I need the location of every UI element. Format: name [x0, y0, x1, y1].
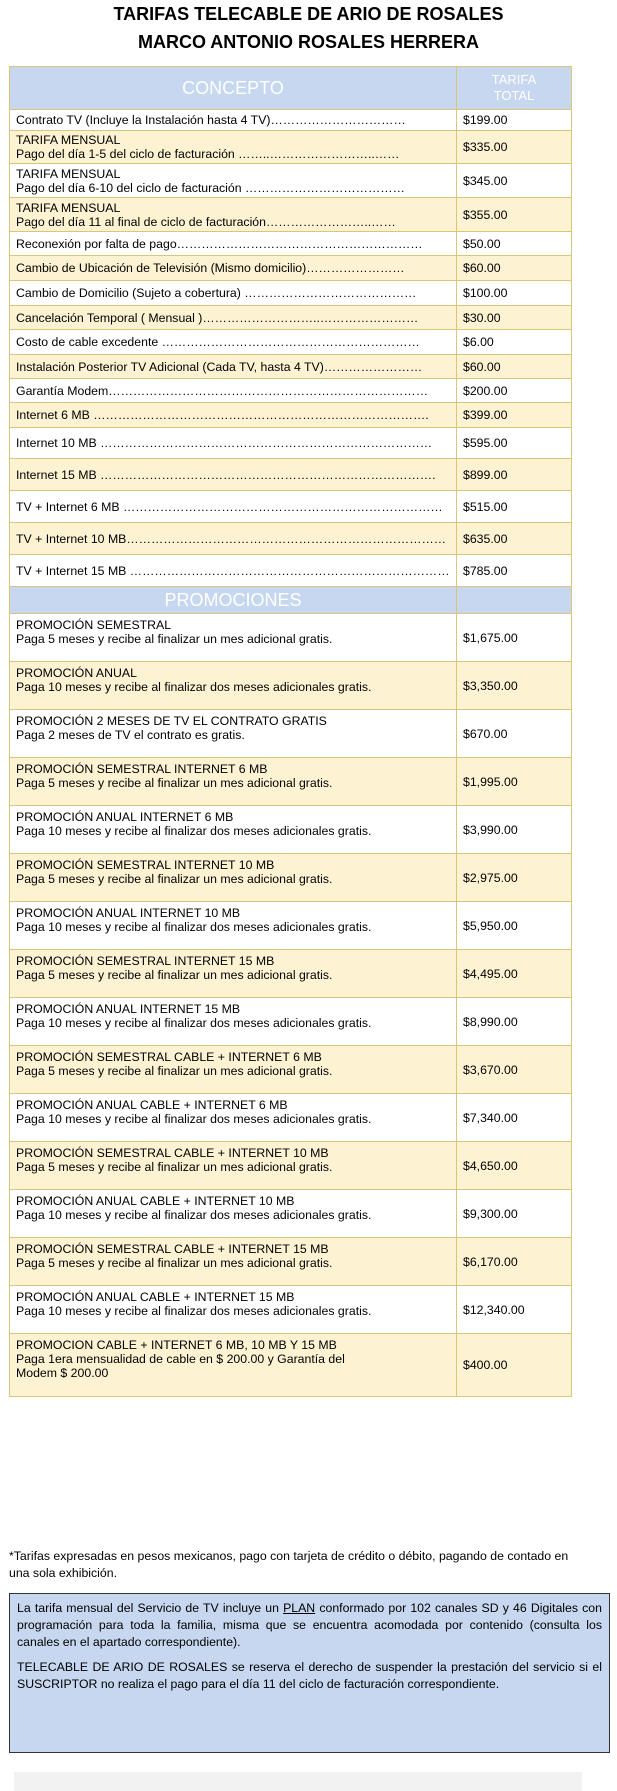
- promotion-price: $6,170.00: [456, 1238, 571, 1285]
- row-price: $60.00: [456, 355, 571, 378]
- row-concept-line1: Cancelación Temporal ( Mensual )………………………..……………………: [16, 310, 419, 325]
- row-concept-line1: TV + Internet 15 MB ……………………………………………………………………: [16, 563, 450, 578]
- table-row: [10, 305, 571, 329]
- row-concept-line1: TV + Internet 10 MB……………………………………………………………………: [16, 531, 447, 546]
- promotion-concept: [10, 614, 456, 661]
- table-row: [10, 109, 571, 130]
- row-price: $30.00: [456, 306, 571, 329]
- promotion-price: $3,670.00: [456, 1046, 571, 1093]
- table-row: [10, 554, 571, 586]
- promotion-price: $3,990.00: [456, 806, 571, 853]
- row-concept: [10, 491, 456, 522]
- promotion-row: [10, 613, 571, 661]
- info-p1-before: La tarifa mensual del Servicio de TV incluye un: [17, 1601, 284, 1615]
- row-concept: [10, 459, 456, 490]
- header-concepto: CONCEPTO: [182, 77, 284, 98]
- row-concept-line2: Pago del día 1-5 del ciclo de facturación ……..……………………..……: [16, 147, 400, 161]
- promotion-l1: PROMOCIÓN ANUAL INTERNET 15 MB: [16, 1002, 241, 1016]
- table-header: [10, 67, 571, 109]
- table-row: [10, 522, 571, 554]
- promotion-concept: [10, 1094, 456, 1141]
- row-price: $6.00: [456, 330, 571, 354]
- promotion-l1: PROMOCIÓN SEMESTRAL INTERNET 15 MB: [16, 954, 275, 968]
- rates-table: [9, 66, 572, 1397]
- row-concept: [10, 131, 456, 163]
- rate-rows: [10, 109, 571, 586]
- row-concept-line1: Internet 6 MB ……………………………………………………………………….: [16, 408, 429, 422]
- promotion-row: [10, 1237, 571, 1285]
- row-concept: [10, 428, 456, 458]
- promotion-l1: PROMOCIÓN ANUAL CABLE + INTERNET 6 MB: [16, 1098, 288, 1112]
- promotion-l2: Paga 2 meses de TV el contrato es gratis.: [16, 728, 245, 742]
- table-row: [10, 163, 571, 197]
- row-price: $345.00: [456, 164, 571, 197]
- promotion-row: [10, 1333, 571, 1396]
- promotion-l2: Paga 10 meses y recibe al finalizar dos meses adicionales gratis.: [16, 1016, 372, 1030]
- promotion-row: [10, 661, 571, 709]
- promotion-l1: PROMOCIÓN ANUAL CABLE + INTERNET 10 MB: [16, 1194, 295, 1208]
- promotion-concept: [10, 1238, 456, 1285]
- row-price: $335.00: [456, 131, 571, 163]
- promotion-l2: Paga 10 meses y recibe al finalizar dos meses adicionales gratis.: [16, 1208, 372, 1222]
- promotion-l2: Paga 10 meses y recibe al finalizar dos meses adicionales gratis.: [16, 1112, 372, 1126]
- header-tarifa-line1: TARIFA: [491, 72, 537, 87]
- promotion-concept: [10, 950, 456, 997]
- row-concept: [10, 555, 456, 586]
- header-tarifa: [456, 67, 571, 109]
- promotions-title: PROMOCIONES: [164, 589, 302, 610]
- promotion-l2: Paga 10 meses y recibe al finalizar dos meses adicionales gratis.: [16, 824, 372, 838]
- promotion-l1: PROMOCION CABLE + INTERNET 6 MB, 10 MB Y 15 MB: [16, 1338, 337, 1352]
- promotion-l1: PROMOCIÓN SEMESTRAL: [16, 618, 172, 632]
- promotion-row: [10, 757, 571, 805]
- promotion-row: [10, 709, 571, 757]
- promotion-concept: [10, 662, 456, 709]
- row-concept-line1: Cambio de Ubicación de Televisión (Mismo domicilio)……………………: [16, 261, 405, 275]
- info-box: [9, 1593, 610, 1753]
- promotion-l1: PROMOCIÓN SEMESTRAL CABLE + INTERNET 10 MB: [16, 1146, 329, 1160]
- promotion-l2: Paga 5 meses y recibe al finalizar un mes adicional gratis.: [16, 872, 333, 886]
- table-row: [10, 378, 571, 402]
- promotion-l2: Paga 10 meses y recibe al finalizar dos meses adicionales gratis.: [16, 1304, 372, 1318]
- promotion-l1: PROMOCIÓN SEMESTRAL INTERNET 10 MB: [16, 858, 275, 872]
- table-row: [10, 402, 571, 427]
- row-concept: [10, 403, 456, 427]
- row-price: $200.00: [456, 379, 571, 402]
- table-row: [10, 280, 571, 305]
- promotion-rows: [10, 613, 571, 1396]
- promotion-concept: [10, 1142, 456, 1189]
- row-concept: [10, 379, 456, 402]
- promotion-row: [10, 1285, 571, 1333]
- bottom-band: [14, 1772, 582, 1791]
- table-row: [10, 490, 571, 522]
- row-price: $355.00: [456, 198, 571, 231]
- row-concept-line1: Costo de cable excedente ………………………………………………………: [16, 335, 420, 349]
- promotion-price: $5,950.00: [456, 902, 571, 949]
- footnote: *Tarifas expresadas en pesos mexicanos, pago con tarjeta de crédito o débito, pagando de contado en una sola exhibición.: [9, 1549, 569, 1580]
- promotion-l2: Paga 5 meses y recibe al finalizar un mes adicional gratis.: [16, 632, 333, 646]
- promotion-l1: PROMOCIÓN ANUAL INTERNET 10 MB: [16, 906, 241, 920]
- promotions-header: [10, 586, 571, 613]
- promotion-concept: [10, 998, 456, 1045]
- row-concept-line1: TARIFA MENSUAL: [16, 133, 121, 147]
- promotion-row: [10, 901, 571, 949]
- table-row: [10, 197, 571, 231]
- row-concept-line1: Garantía Modem……………………………………………………………………: [16, 383, 428, 398]
- table-row: [10, 427, 571, 458]
- row-price: $899.00: [456, 459, 571, 490]
- row-price: $60.00: [456, 256, 571, 280]
- info-p1-after: conformado por 102 canales SD y 46 Digitales con programación para toda la familia, misma que se encuentra acomodada por contenido (consulta los canales en el apartado correspondiente).: [17, 1601, 602, 1649]
- header-tarifa-line2: TOTAL: [493, 88, 535, 103]
- row-concept: [10, 281, 456, 305]
- row-price: $199.00: [456, 110, 571, 130]
- promotion-concept: [10, 854, 456, 901]
- table-row: [10, 130, 571, 163]
- promotion-l3: Modem $ 200.00: [16, 1366, 109, 1380]
- promotion-l1: PROMOCIÓN SEMESTRAL CABLE + INTERNET 15 MB: [16, 1242, 329, 1256]
- promotion-row: [10, 853, 571, 901]
- promotion-concept: [10, 902, 456, 949]
- promotion-concept: [10, 710, 456, 757]
- row-concept: [10, 306, 456, 329]
- promotion-concept: [10, 1334, 456, 1396]
- promotion-price: $670.00: [456, 710, 571, 757]
- row-price: $785.00: [456, 555, 571, 586]
- page-title: TARIFAS TELECABLE DE ARIO DE ROSALES: [113, 4, 504, 24]
- promotion-concept: [10, 1190, 456, 1237]
- row-concept-line1: Internet 15 MB ……………………………………………………………………….: [16, 467, 436, 482]
- promotion-concept: [10, 806, 456, 853]
- row-concept-line1: TARIFA MENSUAL: [16, 166, 121, 181]
- promotion-price: $9,300.00: [456, 1190, 571, 1237]
- row-concept: [10, 164, 456, 197]
- page-subtitle: MARCO ANTONIO ROSALES HERRERA: [137, 32, 479, 52]
- promotion-price: $8,990.00: [456, 998, 571, 1045]
- promotion-concept: [10, 758, 456, 805]
- promotion-l2: Paga 5 meses y recibe al finalizar un mes adicional gratis.: [16, 1064, 333, 1078]
- row-concept: [10, 110, 456, 130]
- promotion-row: [10, 1189, 571, 1237]
- promotion-row: [10, 997, 571, 1045]
- info-suspension-paragraph: TELECABLE DE ARIO DE ROSALES se reserva el derecho de suspender la prestación del servicio si el SUSCRIPTOR no realiza el pago para el día 11 del ciclo de facturación correspondiente.: [17, 1660, 602, 1691]
- row-concept-line1: TARIFA MENSUAL: [16, 200, 121, 215]
- promotion-row: [10, 949, 571, 997]
- promotion-l2: Paga 5 meses y recibe al finalizar un mes adicional gratis.: [16, 1160, 333, 1174]
- row-concept: [10, 232, 456, 255]
- promotion-l1: PROMOCIÓN 2 MESES DE TV EL CONTRATO GRATIS: [16, 714, 327, 728]
- promotion-row: [10, 1141, 571, 1189]
- table-row: [10, 458, 571, 490]
- table-row: [10, 329, 571, 354]
- promotion-l2: Paga 5 meses y recibe al finalizar un mes adicional gratis.: [16, 776, 333, 790]
- promotion-l1: PROMOCIÓN SEMESTRAL CABLE + INTERNET 6 MB: [16, 1050, 322, 1064]
- row-concept-line2: Pago del día 6-10 del ciclo de facturación …………………………………: [16, 180, 405, 195]
- row-concept: [10, 355, 456, 378]
- promotion-concept: [10, 1046, 456, 1093]
- promotion-l1: PROMOCIÓN ANUAL INTERNET 6 MB: [16, 810, 234, 824]
- info-plan-word: PLAN: [283, 1601, 316, 1615]
- row-price: $515.00: [456, 491, 571, 522]
- row-concept: [10, 198, 456, 231]
- promotion-l2: Paga 10 meses y recibe al finalizar dos meses adicionales gratis.: [16, 920, 372, 934]
- promotion-l2: Paga 5 meses y recibe al finalizar un mes adicional gratis.: [16, 1256, 333, 1270]
- promotion-l2: Paga 5 meses y recibe al finalizar un mes adicional gratis.: [16, 968, 333, 982]
- table-row: [10, 354, 571, 378]
- promotion-l1: PROMOCIÓN ANUAL: [16, 666, 137, 680]
- promotion-row: [10, 1093, 571, 1141]
- row-concept-line2: Pago del día 11 al final de ciclo de facturación……………………..……: [16, 214, 396, 229]
- promotion-price: $3,350.00: [456, 662, 571, 709]
- row-concept-line1: Cambio de Domicilio (Sujeto a cobertura) ……………………………………: [16, 286, 417, 300]
- promotion-l1: PROMOCIÓN ANUAL CABLE + INTERNET 15 MB: [16, 1290, 295, 1304]
- info-plan-paragraph: [17, 1600, 602, 1651]
- promotions-header-spacer: [456, 587, 571, 613]
- promotion-price: $4,495.00: [456, 950, 571, 997]
- row-concept-line1: TV + Internet 6 MB ……………………………………………………………………: [16, 499, 443, 514]
- promotion-price: $1,675.00: [456, 614, 571, 661]
- row-concept: [10, 256, 456, 280]
- row-price: $635.00: [456, 523, 571, 554]
- promotion-price: $7,340.00: [456, 1094, 571, 1141]
- row-price: $399.00: [456, 403, 571, 427]
- promotion-price: $12,340.00: [456, 1286, 571, 1333]
- row-concept-line1: Instalación Posterior TV Adicional (Cada TV, hasta 4 TV)……………………: [16, 359, 423, 374]
- row-concept-line1: Contrato TV (Incluye la Instalación hasta 4 TV)……………………………: [16, 113, 406, 127]
- promotion-row: [10, 1045, 571, 1093]
- row-concept: [10, 523, 456, 554]
- table-row: [10, 231, 571, 255]
- row-concept-line1: Internet 10 MB ………………………………………………………………………: [16, 436, 433, 450]
- promotion-price: $2,975.00: [456, 854, 571, 901]
- row-price: $595.00: [456, 428, 571, 458]
- promotion-l2: Paga 10 meses y recibe al finalizar dos meses adicionales gratis.: [16, 680, 372, 694]
- row-price: $50.00: [456, 232, 571, 255]
- row-concept: [10, 330, 456, 354]
- promotion-row: [10, 805, 571, 853]
- promotion-l1: PROMOCIÓN SEMESTRAL INTERNET 6 MB: [16, 762, 268, 776]
- promotion-price: $400.00: [456, 1334, 571, 1396]
- row-price: $100.00: [456, 281, 571, 305]
- promotion-price: $1,995.00: [456, 758, 571, 805]
- table-row: [10, 255, 571, 280]
- promotion-price: $4,650.00: [456, 1142, 571, 1189]
- promotion-concept: [10, 1286, 456, 1333]
- row-concept-line1: Reconexión por falta de pago……………………………………………………: [16, 236, 423, 251]
- promotion-l2: Paga 1era mensualidad de cable en $ 200.00 y Garantía del: [16, 1352, 345, 1366]
